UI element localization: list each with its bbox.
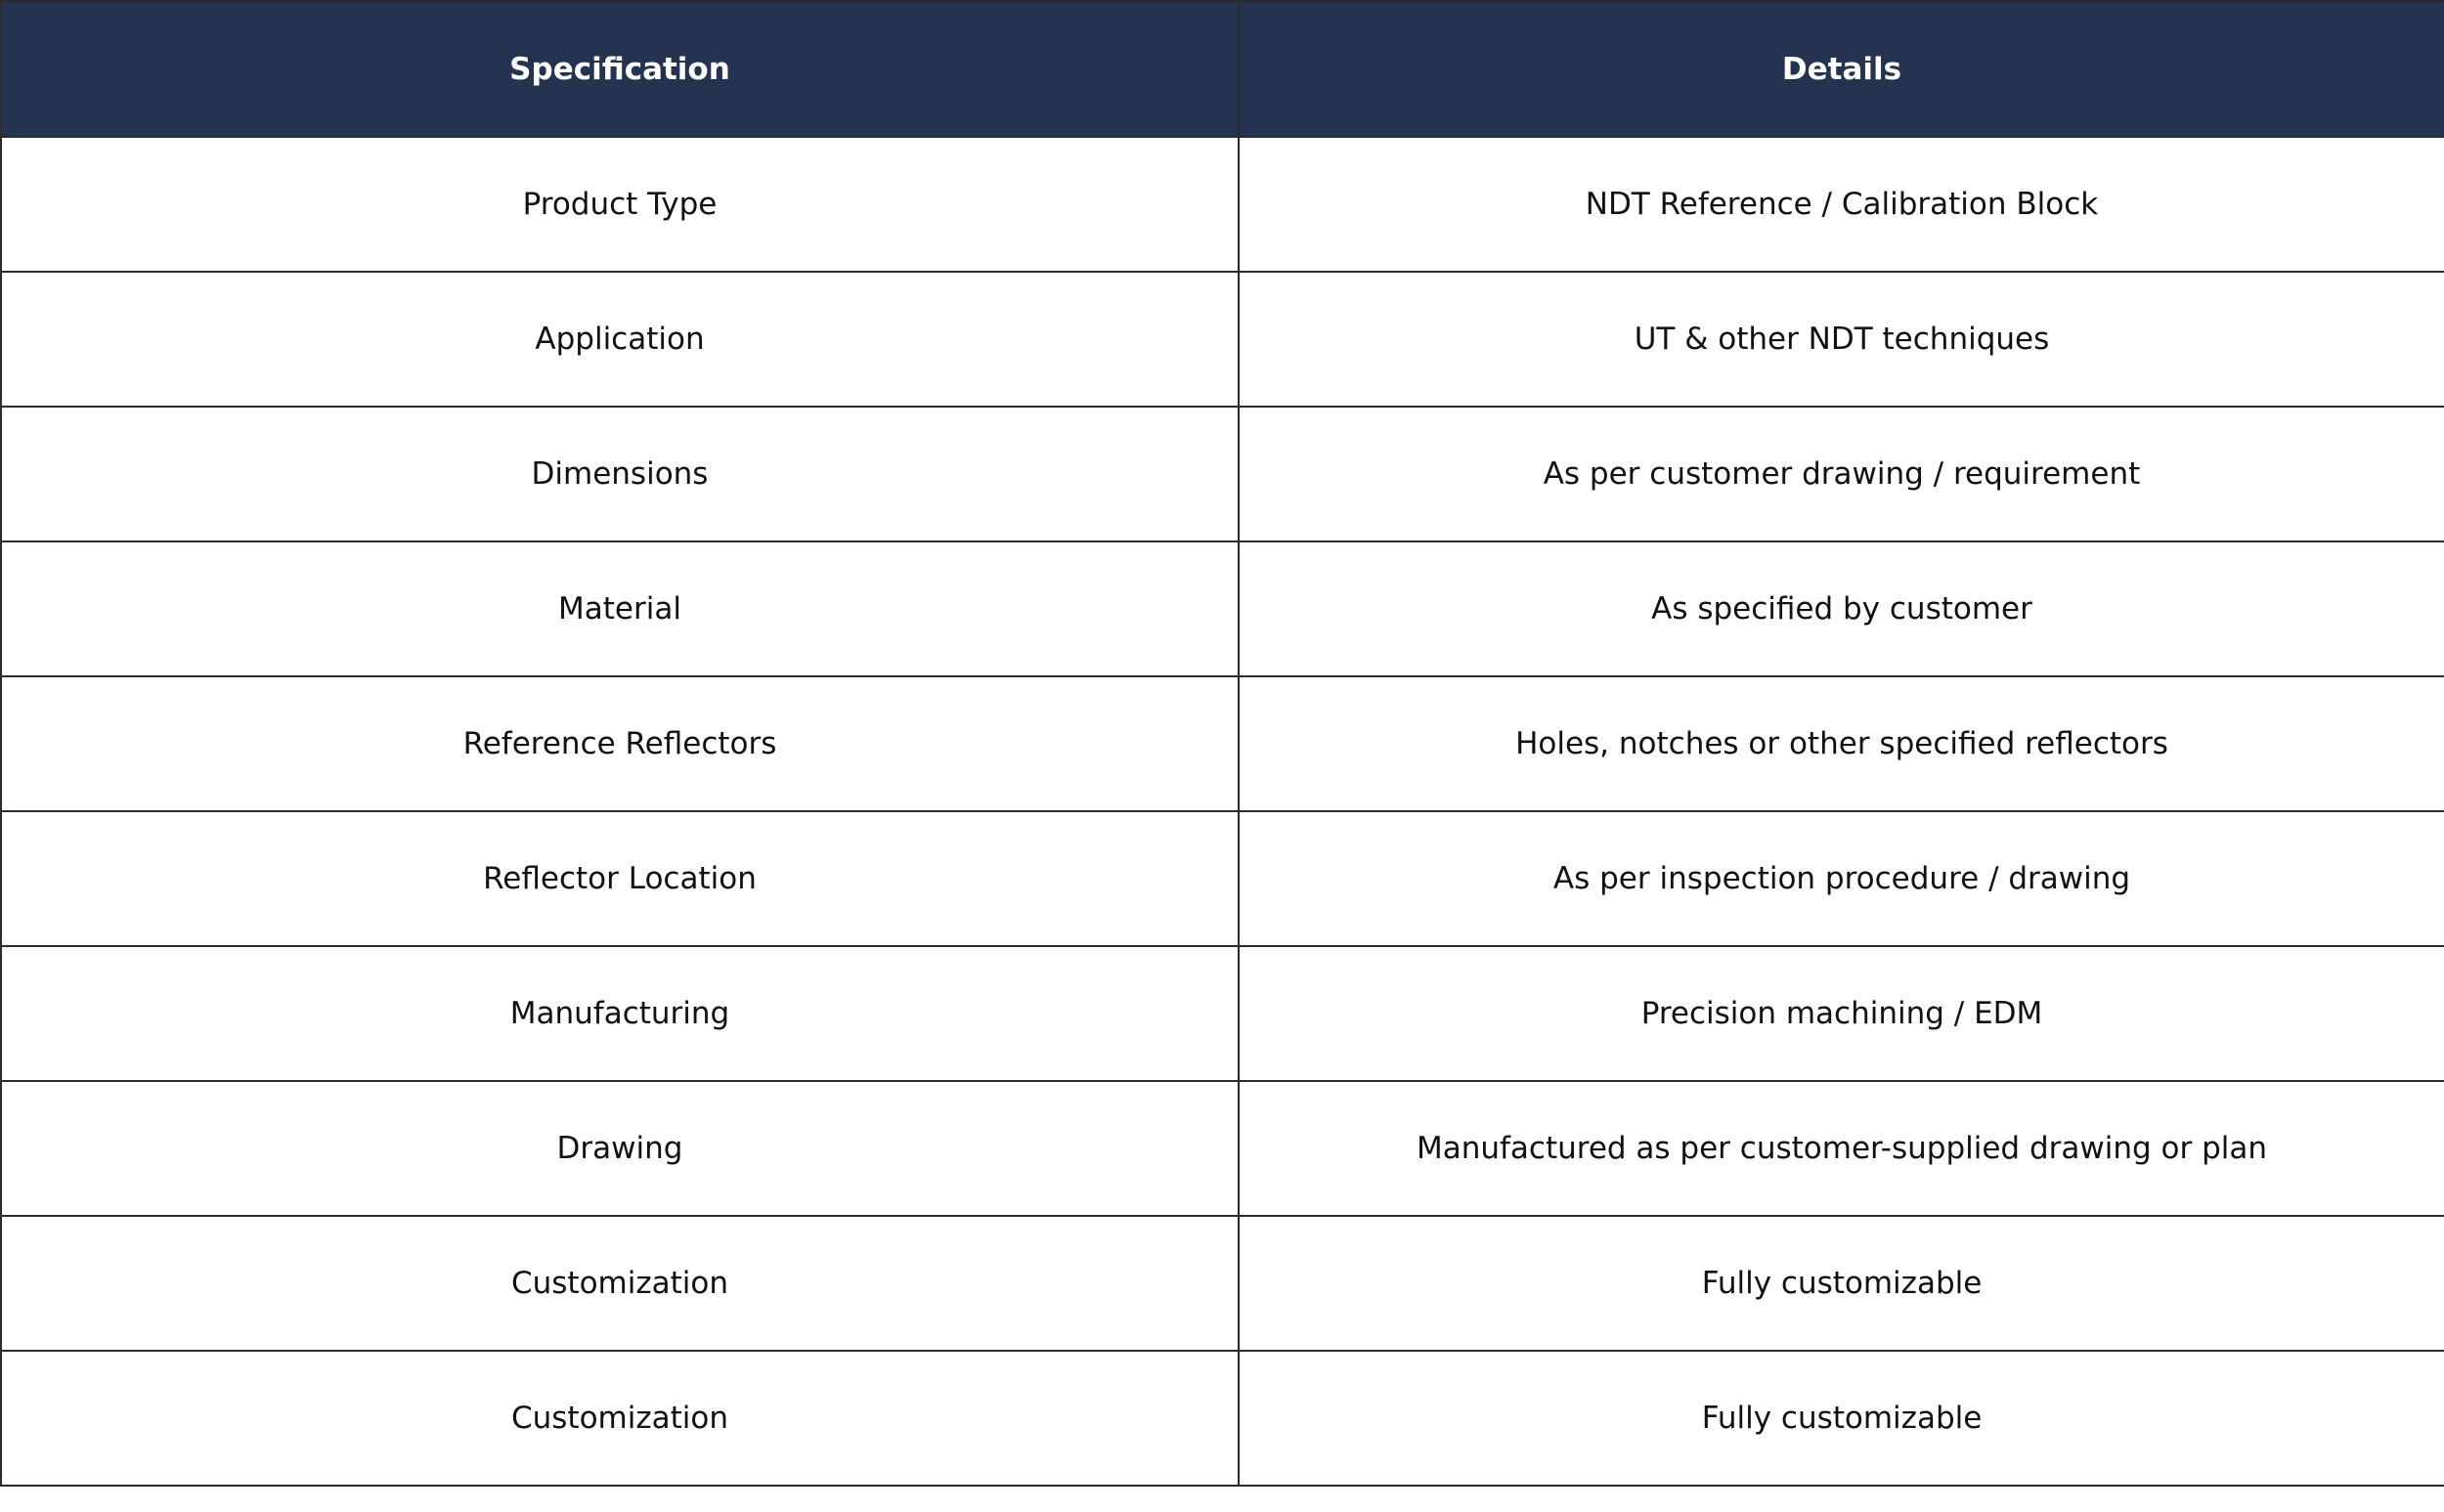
table-row	[1, 1216, 2444, 1351]
table-row	[1, 946, 2444, 1081]
details-cell: As specified by customer	[1239, 541, 2444, 676]
spec-cell: Drawing	[1, 1081, 1239, 1216]
table-row	[1, 811, 2444, 946]
spec-cell: Customization	[1, 1216, 1239, 1351]
table-row	[1, 1351, 2444, 1486]
details-cell: Fully customizable	[1239, 1216, 2444, 1351]
spec-cell: Application	[1, 272, 1239, 407]
details-cell: Manufactured as per customer-supplied drawing or plan	[1239, 1081, 2444, 1216]
spec-cell: Dimensions	[1, 407, 1239, 541]
spec-cell: Customization	[1, 1351, 1239, 1486]
spec-cell: Reference Reflectors	[1, 676, 1239, 811]
table-row	[1, 1081, 2444, 1216]
header-row	[1, 1, 2444, 137]
details-cell: As per customer drawing / requirement	[1239, 407, 2444, 541]
details-cell: Precision machining / EDM	[1239, 946, 2444, 1081]
details-cell: As per inspection procedure / drawing	[1239, 811, 2444, 946]
spec-cell: Material	[1, 541, 1239, 676]
table-row	[1, 137, 2444, 272]
table-row	[1, 676, 2444, 811]
table-header	[1, 1, 2444, 137]
table-row	[1, 407, 2444, 541]
table-row	[1, 272, 2444, 407]
details-cell: UT & other NDT techniques	[1239, 272, 2444, 407]
spec-cell: Manufacturing	[1, 946, 1239, 1081]
table-body	[1, 137, 2444, 1486]
spec-cell: Product Type	[1, 137, 1239, 272]
details-cell: NDT Reference / Calibration Block	[1239, 137, 2444, 272]
table-row	[1, 541, 2444, 676]
details-cell: Fully customizable	[1239, 1351, 2444, 1486]
header-details: Details	[1239, 1, 2444, 137]
header-specification: Specification	[1, 1, 1239, 137]
spec-cell: Reflector Location	[1, 811, 1239, 946]
details-cell: Holes, notches or other specified reflectors	[1239, 676, 2444, 811]
